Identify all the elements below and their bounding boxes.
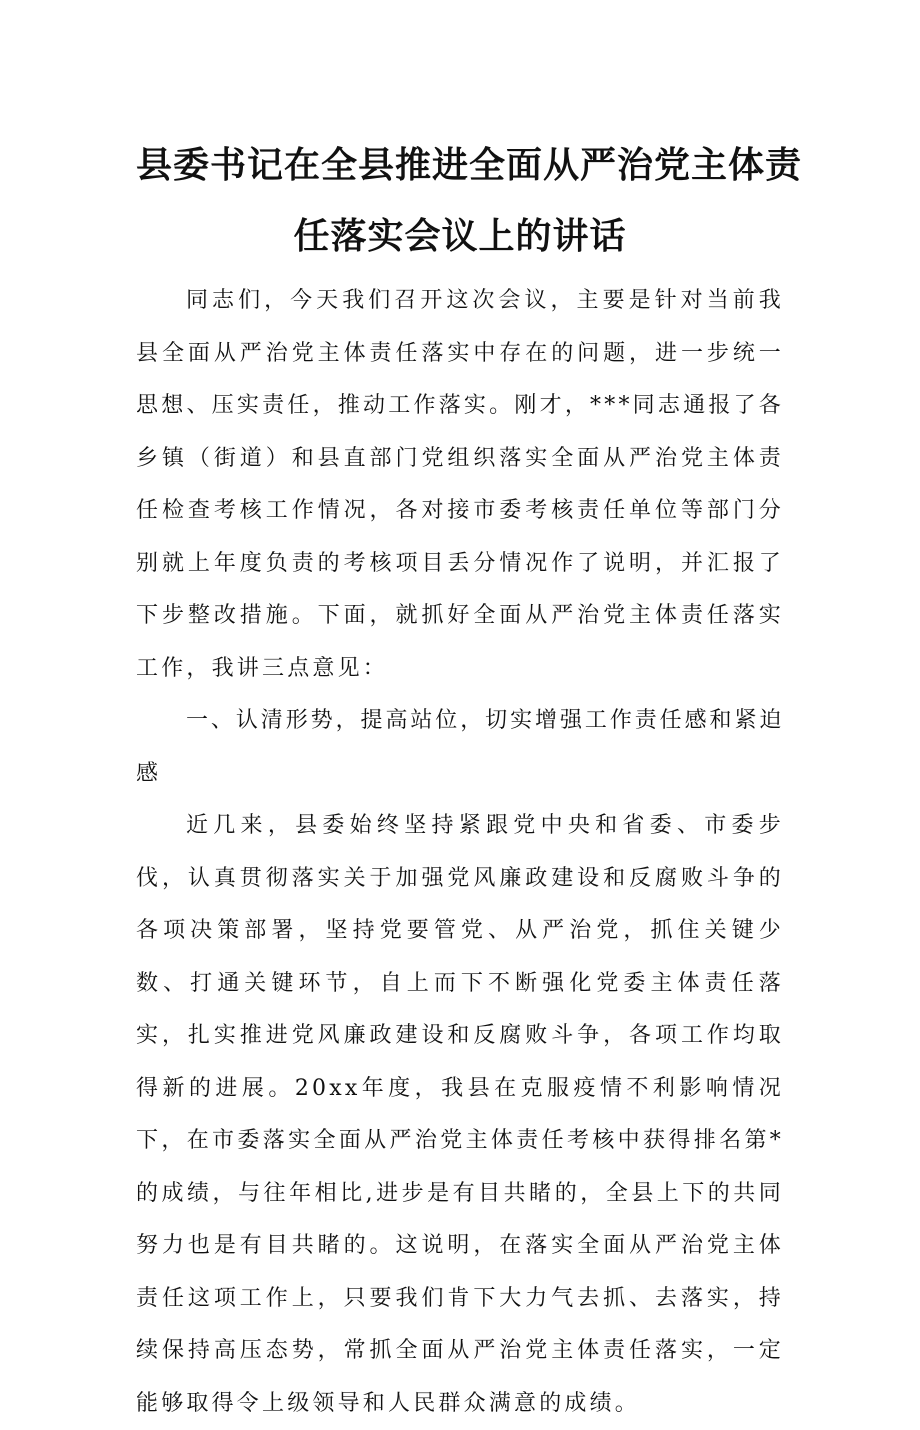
- paragraph-section-1: 近几来，县委始终坚持紧跟党中央和省委、市委步伐，认真贯彻落实关于加强党风廉政建设和反腐败斗争的各项决策部署，坚持党要管党、从严治党，抓住关键少数、打通关键环节，自上而下不断强化党委主体责任落实，扎实推进党风廉政建设和反腐败斗争，各项工作均取得新的进展。20xx年度，我县在克服疫情不利影响情况下，在市委落实全面从严治党主体责任考核中获得排名第*的成绩，与往年相比,进步是有目共睹的，全县上下的共同努力也是有目共睹的。这说明，在落实全面从严治党主体责任这项工作上，只要我们肯下大力气去抓、去落实，持续保持高压态势，常抓全面从严治党主体责任落实，一定能够取得令上级领导和人民群众满意的成绩。: [136, 813, 784, 1416]
- document-body: [136, 275, 784, 1430]
- section-heading-1: 一、认清形势，提高站位，切实增强工作责任感和紧迫感: [136, 708, 784, 786]
- document-title-line-2: 任落实会议上的讲话: [293, 216, 627, 257]
- paragraph-opening: 同志们，今天我们召开这次会议，主要是针对当前我县全面从严治党主体责任落实中存在的问题，进一步统一思想、压实责任，推动工作落实。刚才，***同志通报了各乡镇（街道）和县直部门党组织落实全面从严治党主体责任检查考核工作情况，各对接市委考核责任单位等部门分别就上年度负责的考核项目丢分情况作了说明，并汇报了下步整改措施。下面，就抓好全面从严治党主体责任落实工作，我讲三点意见：: [136, 288, 784, 681]
- document-title-line-1: 县委书记在全县推进全面从严治党主体责: [136, 145, 803, 186]
